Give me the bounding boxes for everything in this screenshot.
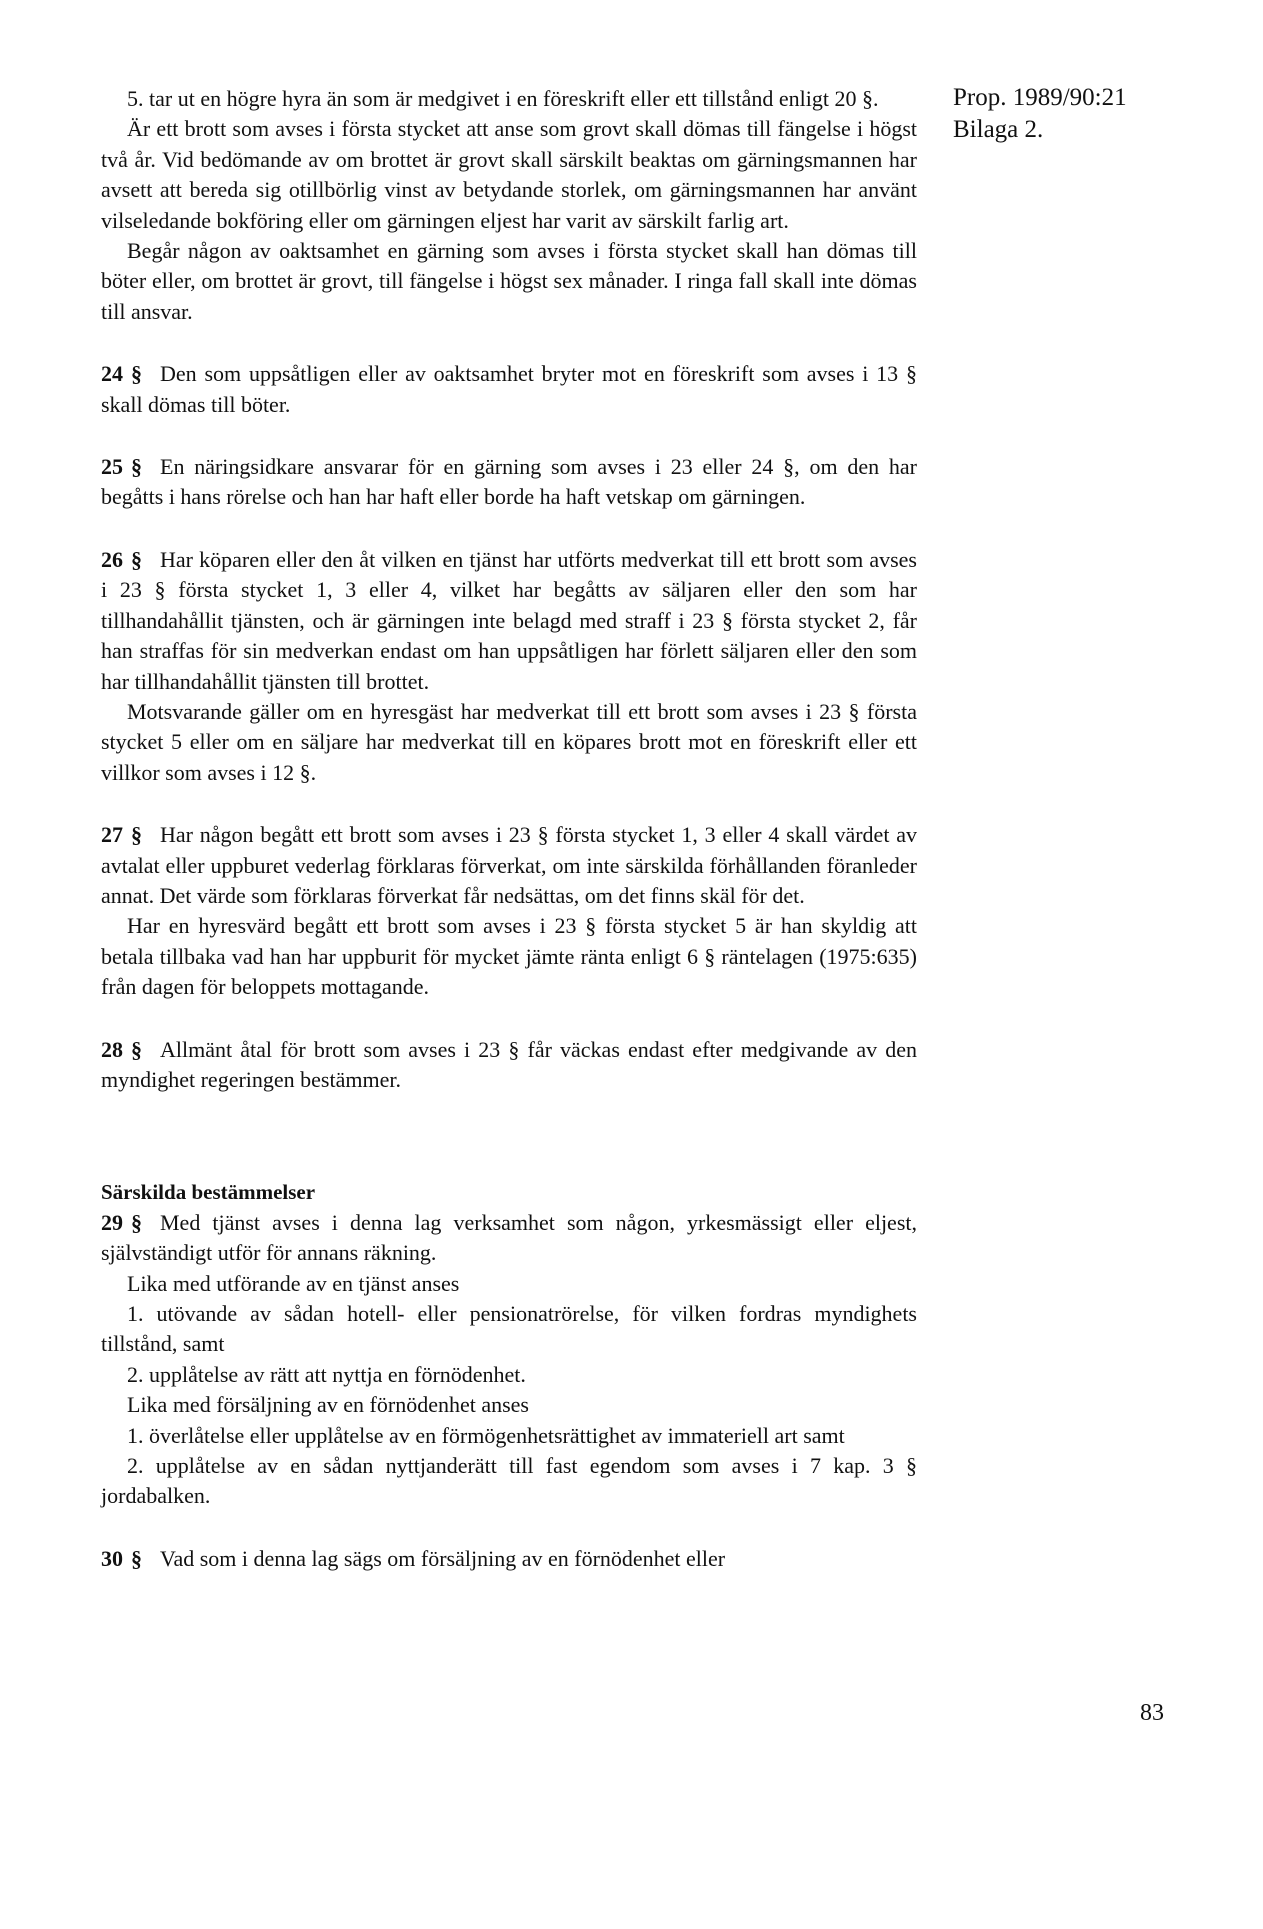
special-provisions: [101, 1177, 917, 1574]
section-sign: §: [131, 361, 142, 387]
section-number: 29: [101, 1209, 123, 1235]
section-28: [101, 1035, 917, 1096]
section-number: 26: [101, 546, 123, 572]
section-number: 28: [101, 1036, 123, 1062]
section-paragraph: [101, 820, 917, 911]
paragraph: Begår någon av oaktsamhet en gärning som avses i första stycket skall han dömas till böter eller, om brottet är grovt, till fängelse i högst sex månader. I ringa fall skall inte dömas till ansvar.: [101, 238, 917, 324]
section-paragraph: [101, 1035, 917, 1096]
section-text: Vad som i denna lag sägs om försäljning av en förnödenhet eller: [160, 1545, 726, 1571]
list-item: 2. upplåtelse av en sådan nyttjanderätt till fast egendom som avses i 7 kap. 3 § jordabalken.: [101, 1453, 917, 1509]
list-item: 1. utövande av sådan hotell- eller pensionatrörelse, för vilken fordras myndighets tillstånd, samt: [101, 1301, 917, 1357]
section-paragraph: [101, 545, 917, 697]
section-text: Har någon begått ett brott som avses i 23 § första stycket 1, 3 eller 4 skall värdet av avtalat eller uppburet vederlag förklaras förverkat, om inte särskilda förhållanden föranleder annat. Det värde som förklaras förverkat får nedsättas, om det finns skäl för det.: [101, 822, 917, 908]
prop-number: Prop. 1989/90:21: [953, 84, 1127, 111]
section-number: 25: [101, 454, 123, 480]
section-30: [101, 1544, 917, 1574]
section-paragraph: [101, 1544, 917, 1574]
section-text: Allmänt åtal för brott som avses i 23 § får väckas endast efter medgivande av den myndighet regeringen bestämmer.: [101, 1036, 917, 1092]
proposition-reference: [953, 82, 1173, 146]
section-paragraph: [101, 1208, 917, 1269]
paragraph: Är ett brott som avses i första stycket att anse som grovt skall dömas till fängelse i högst två år. Vid bedömande av om brottet är grovt skall särskilt beaktas om gärningsmannen har avsett att bereda sig otillbörlig vinst av betydande storlek, om gärningsmannen har använt vilseledande bokföring eller om gärningen eljest har varit av särskilt farlig art.: [101, 116, 917, 233]
section-text: Har köparen eller den åt vilken en tjänst har utförts medverkat till ett brott som avses i 23 § första stycket 1, 3 eller 4, vilket har begåtts av säljaren eller den som har tillhandahållit tjänsten, och är gärningen inte belagd med straff i 23 § första stycket 2, får han straffas för sin medverkan endast om han uppsåtligen har förlett säljaren eller den som har tillhandahållit tjänsten till brottet.: [101, 546, 917, 694]
section-27: [101, 820, 917, 1002]
section-25: [101, 452, 917, 513]
section-24: [101, 359, 917, 420]
section-text: Med tjänst avses i denna lag verksamhet som någon, yrkesmässigt eller eljest, självständigt utför för annans räkning.: [101, 1209, 917, 1266]
section-sign: §: [131, 822, 142, 848]
section-heading: Särskilda bestämmelser: [101, 1180, 316, 1205]
section-sign: §: [131, 1209, 142, 1235]
section-text: Den som uppsåtligen eller av oaktsamhet bryter mot en föreskrift som avses i 13 § skall dömas till böter.: [101, 361, 917, 417]
section-sign: §: [131, 1545, 142, 1571]
appendix-label: Bilaga 2.: [953, 116, 1044, 143]
list-item: 1. överlåtelse eller upplåtelse av en förmögenhetsrättighet av immateriell art samt: [127, 1422, 845, 1448]
section-29: [101, 1208, 917, 1512]
section-26: [101, 545, 917, 788]
section-23-continued: [101, 84, 917, 327]
section-sign: §: [131, 546, 142, 572]
paragraph: Har en hyresvärd begått ett brott som avses i 23 § första stycket 5 är han skyldig att betala tillbaka vad han har uppburit för mycket jämte ränta enligt 6 § räntelagen (1975:635) från dagen för beloppets mottagande.: [101, 913, 917, 1000]
section-number: 30: [101, 1545, 123, 1571]
main-text-column: [101, 84, 917, 1574]
section-text: En näringsidkare ansvarar för en gärning som avses i 23 eller 24 §, om den har begåtts i hans rörelse och han har haft eller borde ha haft vetskap om gärningen.: [101, 454, 917, 510]
section-number: 24: [101, 361, 123, 387]
section-number: 27: [101, 822, 123, 848]
section-sign: §: [131, 454, 142, 480]
section-paragraph: [101, 359, 917, 420]
section-sign: §: [131, 1036, 142, 1062]
page-number: 83: [1140, 1700, 1164, 1726]
list-item: 2. upplåtelse av rätt att nyttja en förnödenhet.: [127, 1361, 526, 1387]
paragraph: Lika med utförande av en tjänst anses: [127, 1270, 460, 1296]
section-paragraph: [101, 452, 917, 513]
paragraph: Lika med försäljning av en förnödenhet anses: [127, 1392, 529, 1418]
paragraph: Motsvarande gäller om en hyresgäst har medverkat till ett brott som avses i 23 § första stycket 5 eller om en säljare har medverkat till en köpares brott mot en föreskrift eller ett villkor som avses i 12 §.: [101, 698, 917, 785]
list-item-5: 5. tar ut en högre hyra än som är medgivet i en föreskrift eller ett tillstånd enligt 20 §.: [127, 86, 879, 111]
